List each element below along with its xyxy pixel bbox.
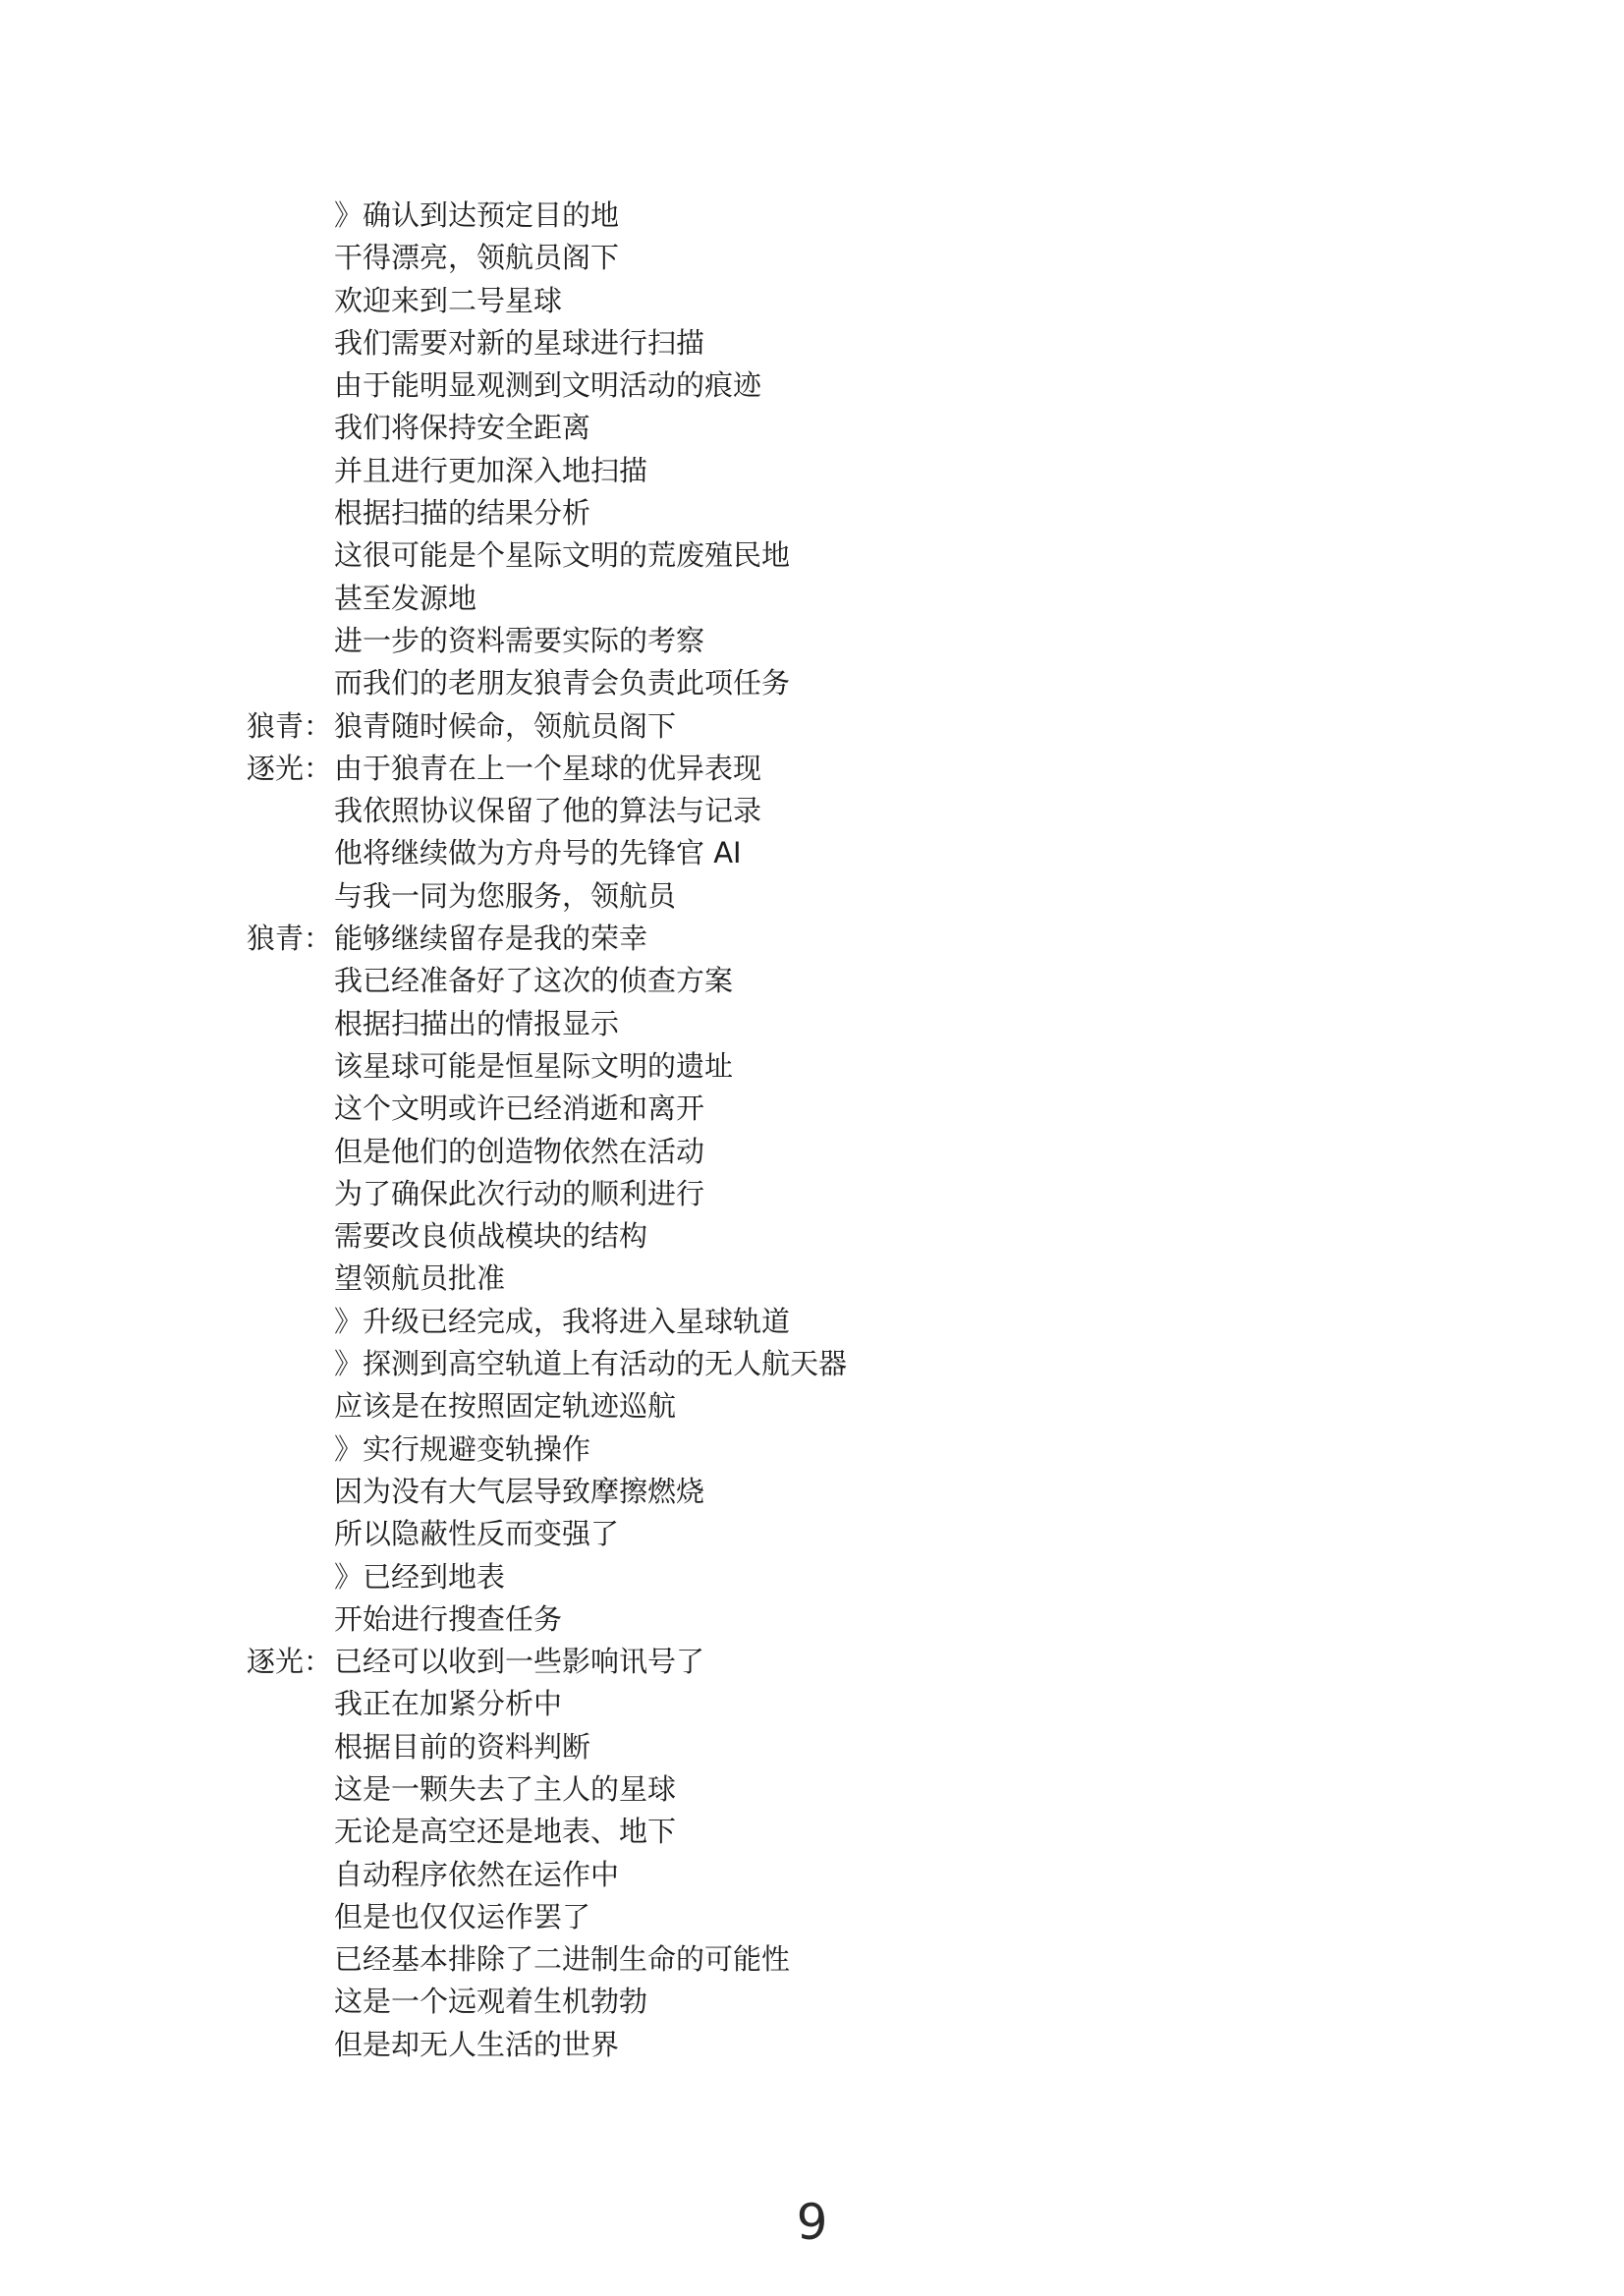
line-text: 》升级已经完成，我将进入星球轨道 (334, 1304, 791, 1338)
line-text: 我已经准备好了这次的侦查方案 (334, 964, 734, 998)
dialogue-line (0, 492, 1624, 534)
dialogue-line (0, 662, 1624, 704)
dialogue-line (0, 1683, 1624, 1725)
dialogue-line (0, 1556, 1624, 1598)
line-text: 已经基本排除了二进制生命的可能性 (334, 1942, 791, 1977)
dialogue-line (0, 1854, 1624, 1896)
line-text: 甚至发源地 (334, 581, 477, 615)
dialogue-line (0, 1045, 1624, 1088)
line-text: 已经可以收到一些影响讯号了 (334, 1645, 705, 1679)
line-text: 欢迎来到二号星球 (334, 283, 563, 317)
line-text: 与我一同为您服务，领航员 (334, 878, 677, 913)
dialogue-line (0, 705, 1624, 748)
line-text: 》实行规避变轨操作 (334, 1431, 591, 1466)
dialogue-line (0, 1938, 1624, 1981)
line-text: 需要改良侦战模块的结构 (334, 1219, 648, 1254)
line-text: 我正在加紧分析中 (334, 1687, 563, 1721)
dialogue-line (0, 1428, 1624, 1471)
dialogue-line (0, 832, 1624, 874)
line-text: 这很可能是个星际文明的荒废殖民地 (334, 538, 791, 573)
line-text: 这个文明或许已经消逝和离开 (334, 1092, 705, 1126)
line-text: 狼青随时候命，领航员阁下 (334, 708, 677, 743)
speaker-label: 狼青： (247, 922, 333, 956)
dialogue-line (0, 1471, 1624, 1513)
page-number: 9 (796, 2194, 828, 2251)
dialogue-script (0, 195, 1624, 2066)
dialogue-line (0, 1215, 1624, 1258)
line-text: 干得漂亮，领航员阁下 (334, 241, 620, 275)
dialogue-line (0, 1088, 1624, 1130)
dialogue-line (0, 280, 1624, 322)
line-text: 这是一个远观着生机勃勃 (334, 1985, 648, 2019)
dialogue-line (0, 1301, 1624, 1343)
line-text: 能够继续留存是我的荣幸 (334, 922, 648, 956)
line-text: 我们将保持安全距离 (334, 411, 591, 445)
dialogue-line (0, 1258, 1624, 1300)
line-text: 无论是高空还是地表、地下 (334, 1815, 677, 1849)
line-text: 望领航员批准 (334, 1261, 506, 1296)
dialogue-line (0, 1513, 1624, 1555)
line-text: 但是他们的创造物依然在活动 (334, 1134, 705, 1168)
line-text: 为了确保此次行动的顺利进行 (334, 1176, 705, 1210)
line-text: 但是也仅仅运作罢了 (334, 1899, 591, 1933)
dialogue-line (0, 960, 1624, 1002)
line-text: 根据扫描的结果分析 (334, 496, 591, 531)
dialogue-line (0, 534, 1624, 577)
dialogue-line (0, 1131, 1624, 1173)
line-text: 所以隐蔽性反而变强了 (334, 1517, 620, 1551)
dialogue-line (0, 1598, 1624, 1641)
line-text: 而我们的老朋友狼青会负责此项任务 (334, 666, 791, 700)
dialogue-line (0, 1385, 1624, 1428)
dialogue-line (0, 918, 1624, 960)
line-text: 自动程序依然在运作中 (334, 1857, 620, 1891)
dialogue-line (0, 195, 1624, 237)
dialogue-line (0, 748, 1624, 790)
dialogue-line (0, 790, 1624, 832)
dialogue-line (0, 1003, 1624, 1045)
dialogue-line (0, 237, 1624, 279)
line-text: 他将继续做为方舟号的先锋官 AI (334, 836, 742, 870)
line-text: 》确认到达预定目的地 (334, 198, 620, 232)
dialogue-line (0, 2024, 1624, 2066)
line-text: 并且进行更加深入地扫描 (334, 453, 648, 487)
dialogue-line (0, 450, 1624, 492)
dialogue-line (0, 322, 1624, 364)
dialogue-line (0, 1641, 1624, 1683)
speaker-label: 狼青： (247, 708, 333, 743)
dialogue-line (0, 1173, 1624, 1215)
dialogue-line (0, 620, 1624, 662)
line-text: 因为没有大气层导致摩擦燃烧 (334, 1474, 705, 1508)
line-text: 我们需要对新的星球进行扫描 (334, 325, 705, 360)
dialogue-line (0, 364, 1624, 407)
dialogue-line (0, 1726, 1624, 1768)
dialogue-line (0, 578, 1624, 620)
line-text: 根据扫描出的情报显示 (334, 1006, 620, 1040)
dialogue-line (0, 1343, 1624, 1385)
speaker-label: 逐光： (247, 1645, 333, 1679)
line-text: 这是一颗失去了主人的星球 (334, 1771, 677, 1806)
line-text: 根据目前的资料判断 (334, 1729, 591, 1764)
dialogue-line (0, 1981, 1624, 2023)
line-text: 由于能明显观测到文明活动的痕迹 (334, 368, 762, 403)
line-text: 由于狼青在上一个星球的优异表现 (334, 751, 762, 785)
dialogue-line (0, 407, 1624, 449)
line-text: 应该是在按照固定轨迹巡航 (334, 1389, 677, 1424)
dialogue-line (0, 1811, 1624, 1853)
speaker-label: 逐光： (247, 751, 333, 785)
line-text: 开始进行搜查任务 (334, 1601, 563, 1636)
line-text: 进一步的资料需要实际的考察 (334, 623, 705, 657)
line-text: 该星球可能是恒星际文明的遗址 (334, 1048, 734, 1083)
line-text: 但是却无人生活的世界 (334, 2027, 620, 2061)
line-text: 》探测到高空轨道上有活动的无人航天器 (334, 1347, 848, 1381)
line-text: 我依照协议保留了他的算法与记录 (334, 794, 762, 828)
line-text: 》已经到地表 (334, 1559, 506, 1594)
dialogue-line (0, 1896, 1624, 1938)
dialogue-line (0, 875, 1624, 918)
dialogue-line (0, 1768, 1624, 1811)
